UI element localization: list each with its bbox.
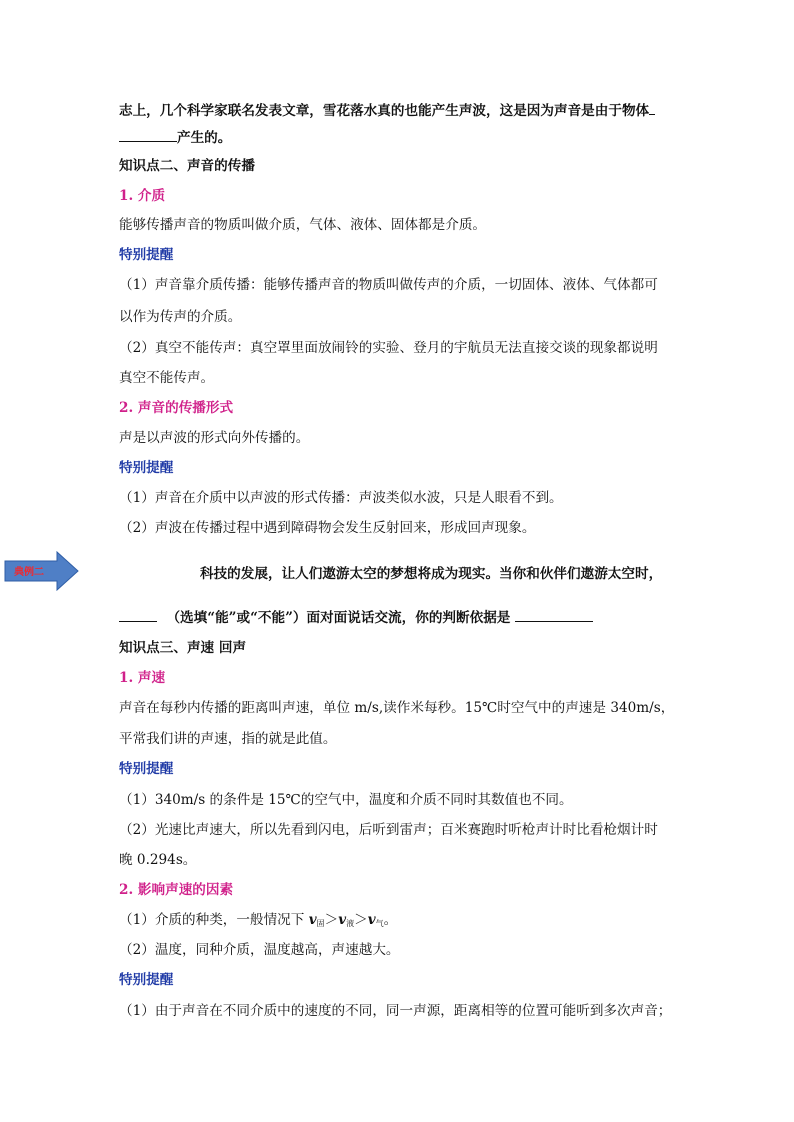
text-segment: 志上，几个科学家联名发表文章，雪花落水真的也能产生声波，这是因为声音是由于物体 <box>119 103 650 119</box>
paragraph-line: 能够传播声音的物质叫做介质，气体、液体、固体都是介质。 <box>119 217 487 233</box>
tip-line: （1）340m/s 的条件是 15℃的空气中，温度和介质不同时其数值也不同。 <box>119 792 573 808</box>
paragraph-line <box>119 127 231 148</box>
tip-line: 晚 0.294s。 <box>119 852 197 868</box>
greater-than-sign: ＞ <box>324 912 339 928</box>
tip-line: （2）真空不能传声：真空罩里面放闹铃的实验、登月的宇航员无法直接交谈的现象都说明 <box>119 340 658 356</box>
paragraph-line: （2）温度，同种介质，温度越高，声速越大。 <box>119 942 400 958</box>
answer-blank <box>119 127 177 142</box>
subscript-liquid: 液 <box>346 919 355 928</box>
example-question-line: 科技的发展，让人们遨游太空的梦想将成为现实。当你和伙伴们遨游太空时， <box>200 566 663 582</box>
text-segment: （1）介质的种类，一般情况下 <box>119 912 309 928</box>
text-segment: （选填“能”或“不能”）面对面说话交流，你的判断依据是 <box>166 610 511 626</box>
paragraph-line: 声是以声波的形式向外传播的。 <box>119 430 310 446</box>
tip-line: 真空不能传声。 <box>119 370 215 386</box>
tip-line: （1）声音靠介质传播：能够传播声音的物质叫做传声的介质，一切固体、液体、气体都可 <box>119 277 658 293</box>
subsection-title: 1. 介质 <box>119 188 166 204</box>
subsection-title: 2. 声音的传播形式 <box>119 400 234 416</box>
paragraph-line <box>119 100 655 121</box>
tip-line: （2）声波在传播过程中遇到障碍物会发生反射回来，形成回声现象。 <box>119 520 536 536</box>
subsection-title: 1. 声速 <box>119 670 166 686</box>
tip-line: （1）声音在介质中以声波的形式传播：声波类似水波，只是人眼看不到。 <box>119 490 563 506</box>
section-heading: 知识点二、声音的传播 <box>119 158 255 174</box>
subscript-gas: 气 <box>375 919 384 928</box>
velocity-symbol: v <box>338 912 347 928</box>
answer-blank <box>515 607 593 622</box>
tip-line: 以作为传声的介质。 <box>119 309 242 325</box>
velocity-symbol: v <box>367 912 376 928</box>
example-badge-label: 典例二 <box>14 567 44 578</box>
tip-line: （2）光速比声速大，所以先看到闪电，后听到雷声；百米赛跑时听枪声计时比看枪烟计时 <box>119 822 658 838</box>
section-heading: 知识点三、声速 回声 <box>119 640 247 656</box>
text-segment: 。 <box>383 912 398 928</box>
tip-line: （1）由于声音在不同介质中的速度的不同，同一声源，距离相等的位置可能听到多次声音； <box>119 1003 672 1019</box>
velocity-symbol: v <box>308 912 317 928</box>
example-arrow-badge <box>3 551 79 591</box>
answer-blank <box>649 100 655 115</box>
tip-label: 特别提醒 <box>119 247 174 263</box>
subsection-title: 2. 影响声速的因素 <box>119 882 234 898</box>
paragraph-line: 声音在每秒内传播的距离叫声速，单位 m/s,读作米每秒。15℃时空气中的声速是 340m/s， <box>119 700 675 716</box>
tip-label: 特别提醒 <box>119 761 174 777</box>
paragraph-line <box>119 910 397 934</box>
answer-blank <box>119 607 157 622</box>
tip-label: 特别提醒 <box>119 972 174 988</box>
subscript-solid: 固 <box>316 919 325 928</box>
tip-label: 特别提醒 <box>119 460 174 476</box>
example-question-line <box>119 607 593 628</box>
paragraph-line: 平常我们讲的声速，指的就是此值。 <box>119 731 337 747</box>
text-segment: 产生的。 <box>177 130 232 146</box>
greater-than-sign: ＞ <box>354 912 368 928</box>
